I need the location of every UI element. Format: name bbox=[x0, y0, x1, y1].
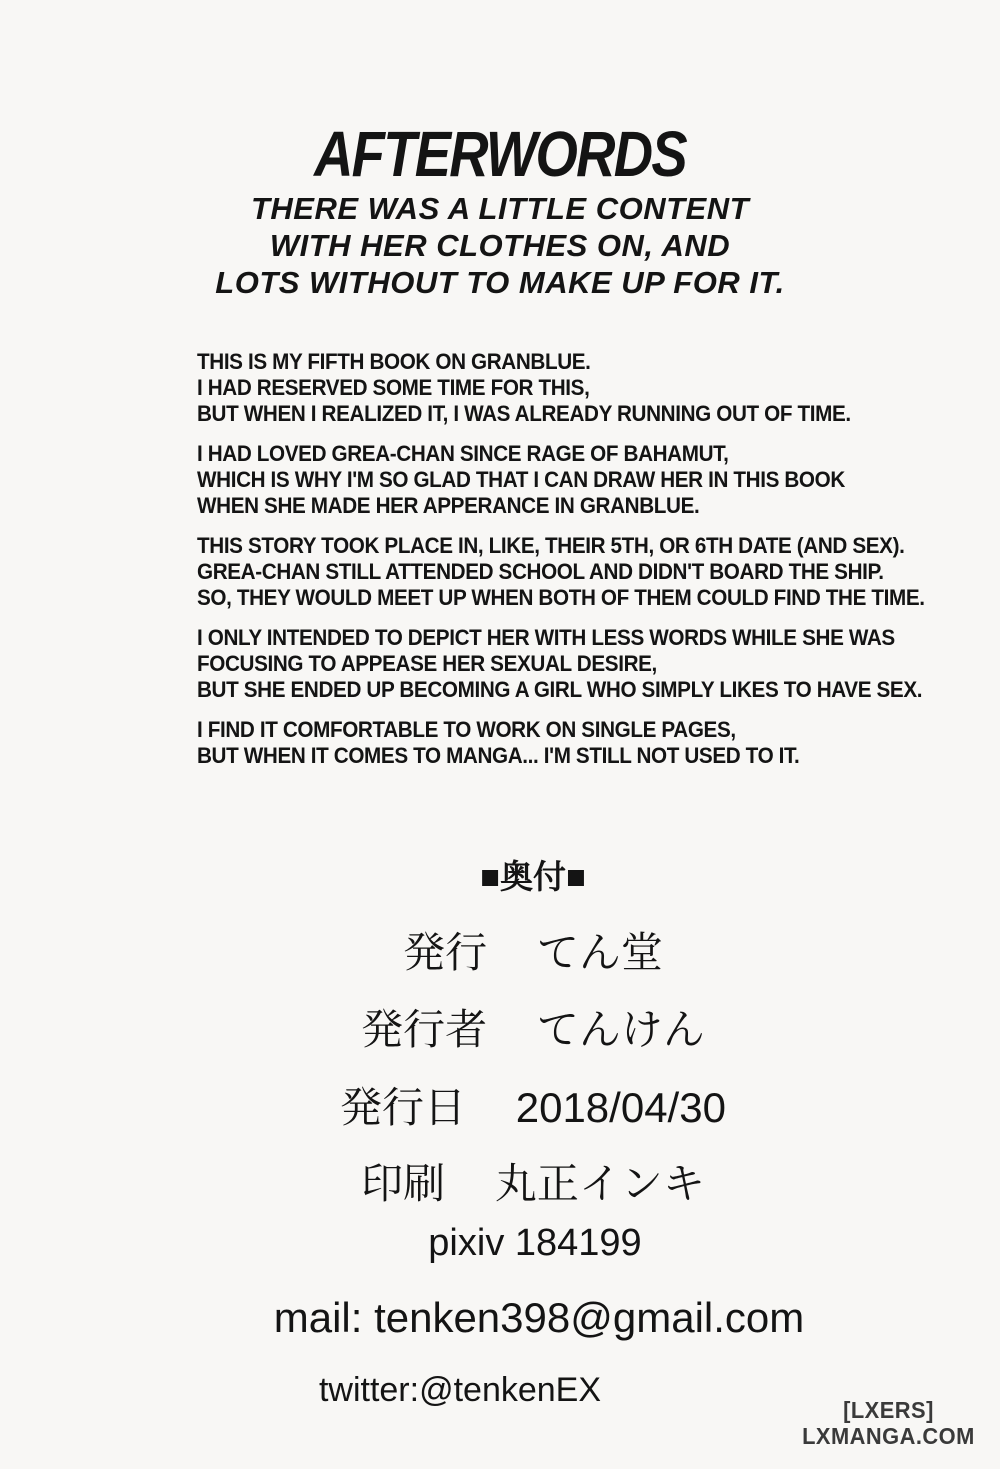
text-line: BUT WHEN I REALIZED IT, I WAS ALREADY RUNNING OUT OF TIME. bbox=[197, 401, 851, 426]
text-line: GREA-CHAN STILL ATTENDED SCHOOL AND DIDN'T BOARD THE SHIP. bbox=[197, 559, 884, 584]
colophon-row-printer bbox=[33, 1151, 1000, 1211]
colophon-value: 2018/04/30 bbox=[515, 1084, 726, 1131]
watermark-site: LXMANGA.COM bbox=[802, 1423, 975, 1449]
colophon-value: 丸正インキ bbox=[494, 1160, 705, 1207]
subtitle-line: THERE WAS A LITTLE CONTENT bbox=[250, 191, 750, 226]
text-line: BUT SHE ENDED UP BECOMING A GIRL WHO SIMPLY LIKES TO HAVE SEX. bbox=[197, 677, 923, 702]
colophon-header: ■奥付■ bbox=[480, 858, 586, 895]
colophon-row-publisher bbox=[33, 920, 1000, 980]
colophon-label: 印刷 bbox=[361, 1160, 446, 1207]
mail-address: mail: tenken398@gmail.com bbox=[273, 1294, 805, 1341]
pixiv-id: pixiv 184199 bbox=[428, 1222, 642, 1264]
paragraph bbox=[197, 349, 874, 427]
colophon-label: 発行 bbox=[403, 929, 488, 976]
watermark-group: [LXERS] bbox=[843, 1397, 934, 1423]
text-line: WHICH IS WHY I'M SO GLAD THAT I CAN DRAW HER IN THIS BOOK bbox=[197, 467, 845, 492]
paragraph bbox=[197, 625, 923, 703]
page-title: AFTERWORDS bbox=[314, 117, 686, 190]
scanlation-watermark bbox=[802, 1397, 975, 1449]
afterword-body bbox=[197, 349, 925, 783]
text-line: WHEN SHE MADE HER APPERANCE IN GRANBLUE. bbox=[197, 493, 700, 518]
text-line: BUT WHEN IT COMES TO MANGA... I'M STILL NOT USED TO IT. bbox=[197, 743, 800, 768]
colophon-row-date bbox=[33, 1075, 1000, 1135]
twitter-handle: twitter:@tenkenEX bbox=[318, 1371, 602, 1409]
subtitle bbox=[0, 190, 1000, 301]
text-line: I HAD LOVED GREA-CHAN SINCE RAGE OF BAHAMUT, bbox=[197, 441, 729, 466]
text-line: I HAD RESERVED SOME TIME FOR THIS, bbox=[197, 375, 590, 400]
subtitle-line: WITH HER CLOTHES ON, AND bbox=[269, 228, 731, 263]
text-line: THIS STORY TOOK PLACE IN, LIKE, THEIR 5TH, OR 6TH DATE (AND SEX). bbox=[197, 533, 905, 558]
text-line: I ONLY INTENDED TO DEPICT HER WITH LESS WORDS WHILE SHE WAS bbox=[197, 625, 895, 650]
subtitle-line: LOTS WITHOUT TO MAKE UP FOR IT. bbox=[215, 265, 785, 300]
colophon-value: てん堂 bbox=[536, 929, 663, 976]
text-line: THIS IS MY FIFTH BOOK ON GRANBLUE. bbox=[197, 349, 591, 374]
text-line: FOCUSING TO APPEASE HER SEXUAL DESIRE, bbox=[197, 651, 657, 676]
colophon-row-author bbox=[33, 997, 1000, 1057]
paragraph bbox=[197, 533, 925, 611]
text-line: I FIND IT COMFORTABLE TO WORK ON SINGLE PAGES, bbox=[197, 717, 736, 742]
text-line: SO, THEY WOULD MEET UP WHEN BOTH OF THEM COULD FIND THE TIME. bbox=[197, 585, 925, 610]
paragraph bbox=[197, 441, 874, 519]
colophon-label: 発行者 bbox=[361, 1006, 488, 1053]
paragraph bbox=[197, 717, 874, 769]
colophon-label: 発行日 bbox=[340, 1084, 467, 1131]
colophon-value: てんけん bbox=[536, 1006, 705, 1053]
